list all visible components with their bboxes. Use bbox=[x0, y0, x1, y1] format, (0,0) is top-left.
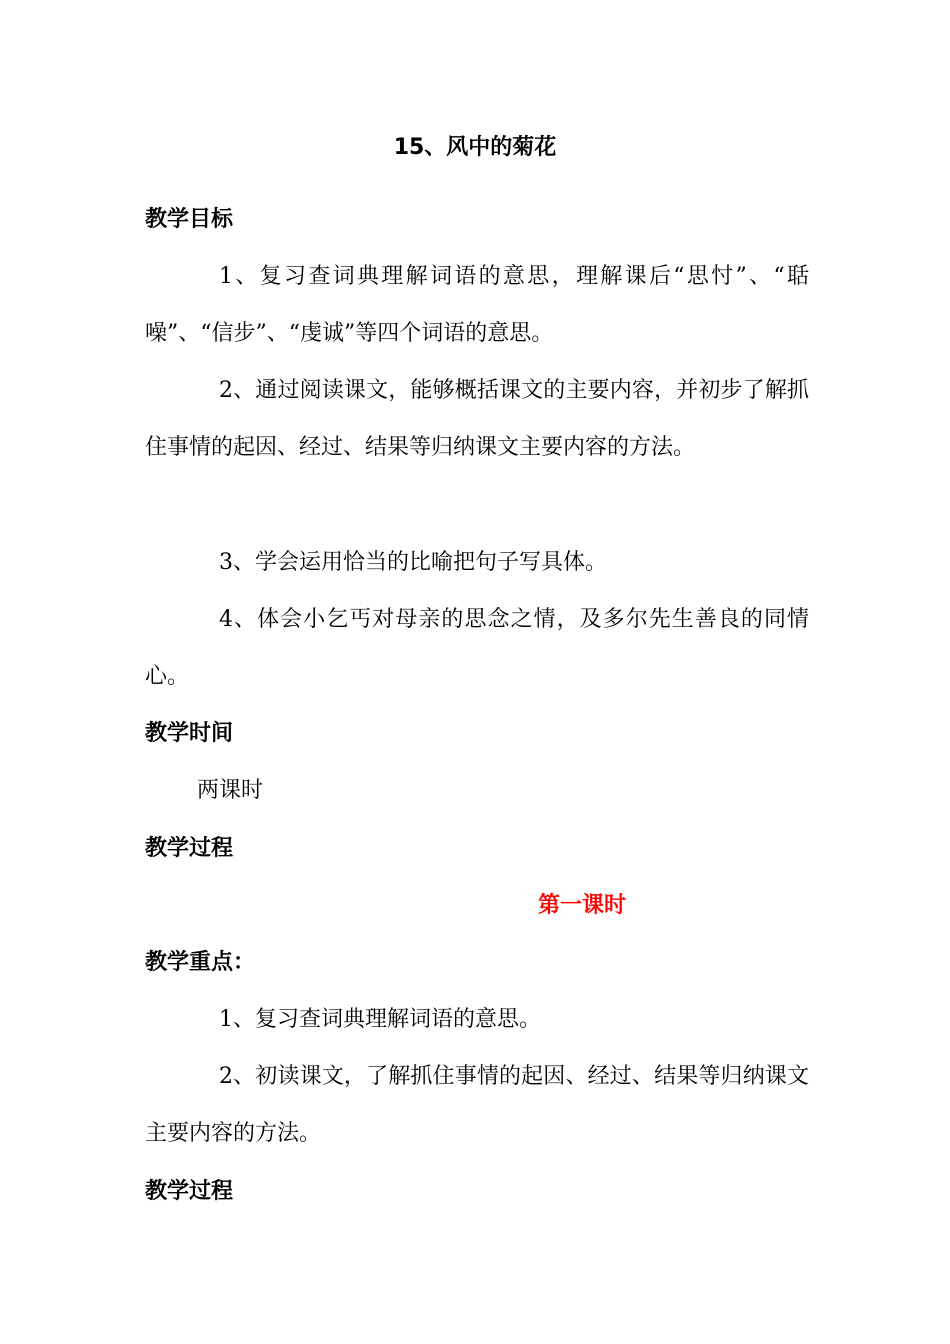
key-point-item-2: 2、初读课文，了解抓住事情的起因、经过、结果等归纳课文主要内容的方法。 bbox=[145, 1064, 809, 1146]
objective-item-2: 2、通过阅读课文，能够概括课文的主要内容，并初步了解抓住事情的起因、经过、结果等归纳课文主要内容的方法。 bbox=[145, 378, 809, 460]
lesson-one-heading: 第一课时 bbox=[538, 893, 627, 918]
time-heading: 教学时间 bbox=[145, 721, 234, 746]
objectives-heading: 教学目标 bbox=[145, 207, 234, 232]
key-points-heading: 教学重点： bbox=[145, 950, 256, 975]
objective-item-3: 3、学会运用恰当的比喻把句子写具体。 bbox=[219, 550, 607, 575]
process-heading-2: 教学过程 bbox=[145, 1179, 234, 1204]
process-heading: 教学过程 bbox=[145, 836, 234, 861]
key-point-item-1: 1、复习查词典理解词语的意思。 bbox=[219, 1007, 541, 1032]
document-title: 15、风中的菊花 bbox=[393, 135, 557, 160]
time-value: 两课时 bbox=[197, 778, 264, 803]
objective-item-4: 4、体会小乞丐对母亲的思念之情，及多尔先生善良的同情心。 bbox=[145, 607, 809, 689]
objective-item-1: 1、复习查词典理解词语的意思，理解课后“思忖”、“聒噪”、“信步”、“虔诚”等四个词语的意思。 bbox=[145, 264, 809, 346]
